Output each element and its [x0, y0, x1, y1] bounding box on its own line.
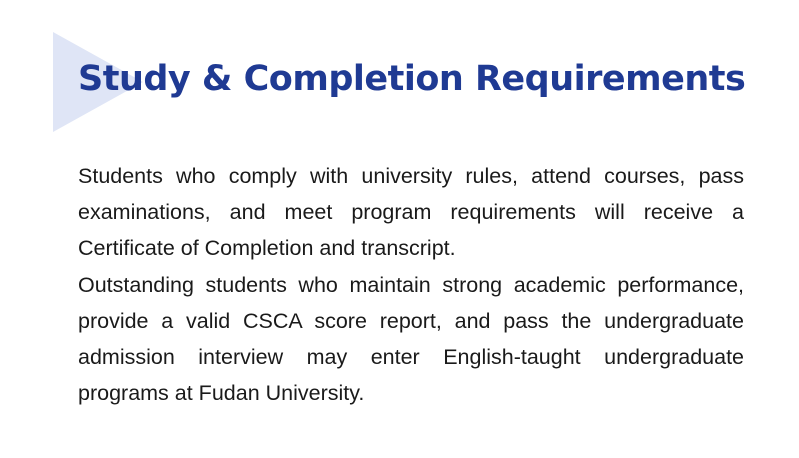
slide-body: [78, 158, 744, 411]
paragraph-admission: Outstanding students who maintain strong academic performance, provide a valid CSCA score report, and pass the undergraduate admission interview may enter English-taught undergraduate programs at Fudan University.: [78, 272, 744, 406]
slide-title: Study & Completion Requirements: [78, 59, 746, 99]
paragraph-completion: Students who comply with university rules, attend courses, pass examinations, and meet program requirements will receive a Certificate of Completion and transcript.: [78, 164, 744, 261]
